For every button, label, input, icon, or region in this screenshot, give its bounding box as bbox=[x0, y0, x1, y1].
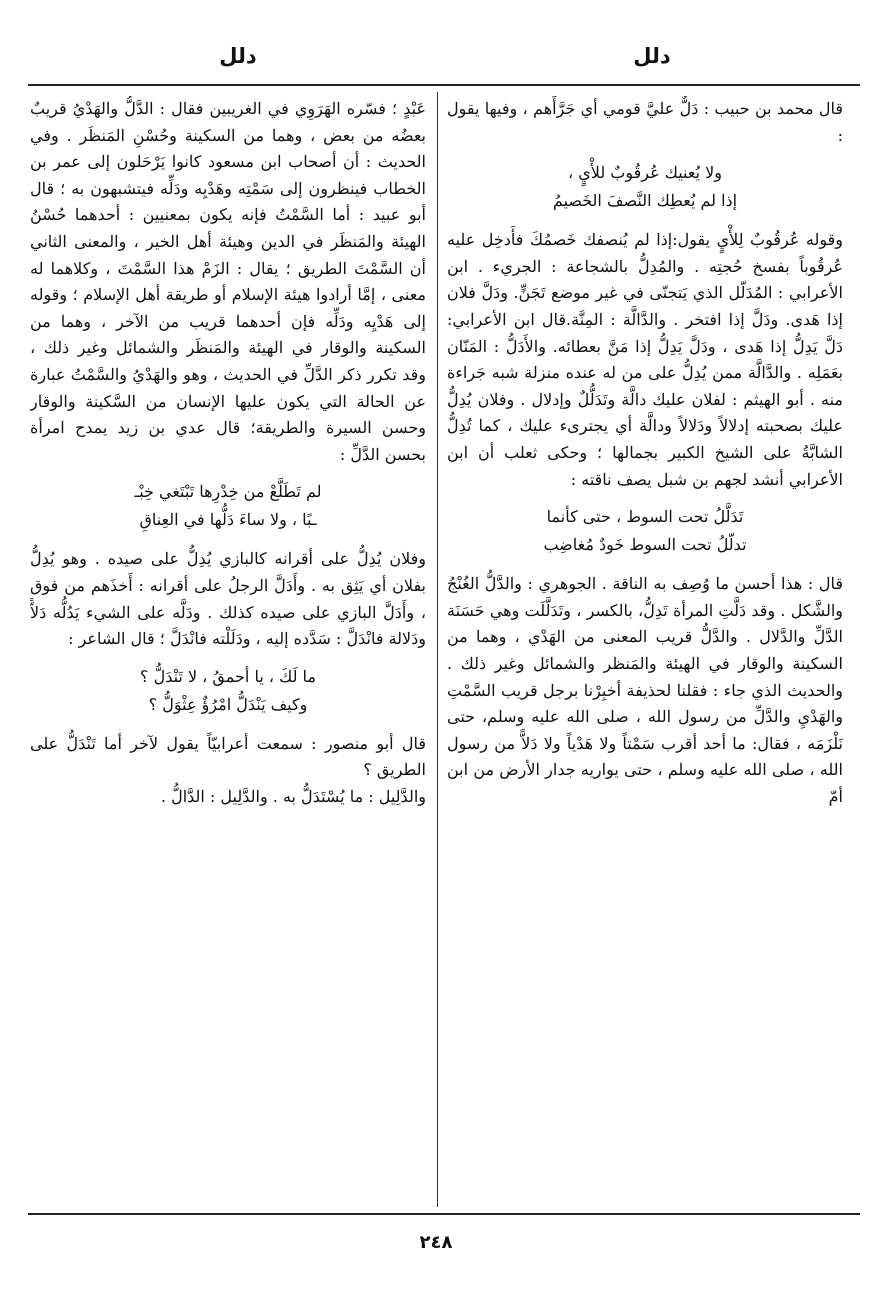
header-word-right: دلل bbox=[633, 44, 671, 68]
verse-line: إذا لم يُعطِك النَّصفَ الخَصيمُ bbox=[552, 191, 738, 211]
top-rule bbox=[28, 84, 860, 86]
verse-line: ـبًا ، ولا ساءَ دَلُّها في العِناقِ bbox=[139, 510, 317, 530]
verse-line: لم تَطَلَّعْ من خِدْرِها تَبْتَغي خِبْـ bbox=[134, 482, 322, 502]
bottom-rule bbox=[28, 1213, 860, 1215]
verse-line: ما لَكَ ، يا أحمقُ ، لا تَنْدَلُّ ؟ bbox=[140, 666, 316, 686]
verse-line: وكيف يَنْدَلُّ امْرُؤٌ عِثْوَلُّ ؟ bbox=[148, 694, 308, 714]
verse-line: ولا يُعنيك عُرقُوبٌ للأْيٍ ، bbox=[568, 163, 722, 183]
left-paragraph-2: وفلان يُدِلُّ على أقرانه كالبازي يُدِلُّ على صيده . وهو يُدِلُّ بفلان أي يَثِق به . وأَدَلَّ الرجلُ على أقرانه : أَخذَهم من فوق ، وأَدَلَّ البازي على صيده كذلك . ودَلَّه على الشيء يَدُلُّه دَلاًّ ودَلالة فانْدَلَّ : سَدَّده إليه ، ودَلَلْته فانْدَلَّ ؛ قال الشاعر : bbox=[30, 549, 426, 649]
verse-line: تَدَلَّلُ تحت السوط ، حتى كأنما bbox=[546, 507, 744, 527]
left-paragraph-4: والدَّلِيل : ما يُسْتَدَلُّ به . والدَّلِيل : الدَّالُّ . bbox=[160, 786, 426, 806]
left-paragraph-1: عَبْدٍ ؛ فسّره الهَرَوِي في الغريبين فقال : الدَّلُّ والهَدْيُ قريبٌ بعضُه من بعض ، وهما من السكينة وحُسْنِ المَنظَر . وفي الحديث : أن أصحاب ابن مسعود كانوا يَرْحَلون إلى عمر بن الخطاب فينظرون إلى سَمْتِه وهَدْيِه ودَلِّه فيتشبهون به ؛ قال أبو عبيد : أما السَّمْتُ فإنه يكون بمعنيين : أحدهما حُسْنُ الهيئة والمَنظَر في الدين وهيئة أهل الخير ، والمعنى الثاني أن السَّمْتَ الطريق ؛ يقال : الزَمْ هذا السَّمْتَ ، وكلاهما له معنى ، إمَّا أرادوا هيئة الإسلام أو طريقة أهل الإسلام ؛ وقوله إلى هَدْيِه ودَلِّه فإن أحدهما قريب من الآخر ، وهما من السكينة والوقار في الهيئة والمَنظَر والشمائل وغير ذلك ، وقد تكرر ذكر الدَّلِّ في الحديث ، وهو والهَدْيُ والسَّمْتُ عبارة عن الحالة التي يكون عليها الإنسان من السَّكينة والوقار وحسن السيرة والطريقة؛ قال عدي بن زيد يمدح امرأة بحسن الدَّلِّ : bbox=[30, 99, 426, 464]
header-word-left: دلل bbox=[219, 44, 257, 68]
right-paragraph-3: قال : هذا أحسن ما وُصِف به الناقة . الجوهري : والدَّلُّ الغُنْجُ والشَّكل . وقد دَلَّتِ المرأة تَدِلُّ، بالكسر ، وتَدَلَّلَت وهي حَسَنَة الدَّلِّ والدَّلال . والدَّلُّ قريب المعنى من الهَدْي ، وهما من السكينة والوقار في الهيئة والمَنظر والشمائل وغير ذلك . والحديث الذي جاء : فقلنا لحذيفة أخبِرْنا برجل قريب السَّمْتِ والهَدْيِ والدَّلِّ من رسول الله ، صلى الله عليه وسلم، حتى نَلْزَمَه ، فقال: ما أحد أقرب سَمْتاً ولا هَدْياً ولا دَلاًّ من رسول الله ، صلى الله عليه وسلم ، حتى يواريه جدار الأرض من ابن أمّ bbox=[447, 574, 843, 806]
left-paragraph-3: قال أبو منصور : سمعت أعرابيّاً يقول لآخر أما تَنْدَلُّ على الطريق ؟ bbox=[30, 733, 426, 780]
left-verse-2 bbox=[30, 663, 426, 719]
right-verse-2 bbox=[447, 503, 843, 559]
left-column bbox=[30, 96, 426, 1206]
left-verse-1 bbox=[30, 478, 426, 534]
right-paragraph-2: وقوله عُرقُوبٌ لِلأْيٍ يقول:إذا لم يُنصفك خَصمُكَ فأَدخِل عليه عُرقُوباً بفسخ حُجتِه . والمُدِلُّ بالشجاعة : الجريء . ابن الأعرابي : المُدَلّل الذي يَتجنّى في غير موضع تَجَنٍّ. ودَلَّ فلان إذا هَدى. ودَلَّ إذا افتخر . والدَّالَّة : المِنَّة.قال ابن الأعرابي: دَلَّ يَدِلُّ إذا هَدى ، ودَلَّ يَدِلُّ إذا مَنَّ بعطائه. والأَدَلُّ : المَنّان بعَمَلِه . والدَّالَّة ممن يُدِلُّ على من له عنده منزلة شبه جَراءة منه . أبو الهيثم : لفلان عليك دالَّة وتَدَلُّلٌ وإدلال . وفلان يُدِلُّ عليك بصحبته إدلالاً ودَلالاً ودالَّة أي يجترىء عليك ، كما تُدِلُّ الشابَّةُ على الشيخ الكبير بجمالها ؛ وحكى ثعلب أن ابن الأعرابي أنشد لجهم بن شبل يصف ناقته : bbox=[447, 230, 843, 489]
right-paragraph-1: قال محمد بن حبيب : دَلٌّ عليَّ قومي أي جَرَّأَهم ، وفيها يقول : bbox=[447, 99, 843, 145]
verse-line: تدلّلُ تحت السوط خَودٌ مُغاضِب bbox=[543, 535, 747, 555]
right-verse-1 bbox=[447, 159, 843, 215]
right-column bbox=[447, 96, 843, 1206]
page-number: ٢٤٨ bbox=[419, 1232, 453, 1253]
column-divider bbox=[437, 92, 438, 1207]
